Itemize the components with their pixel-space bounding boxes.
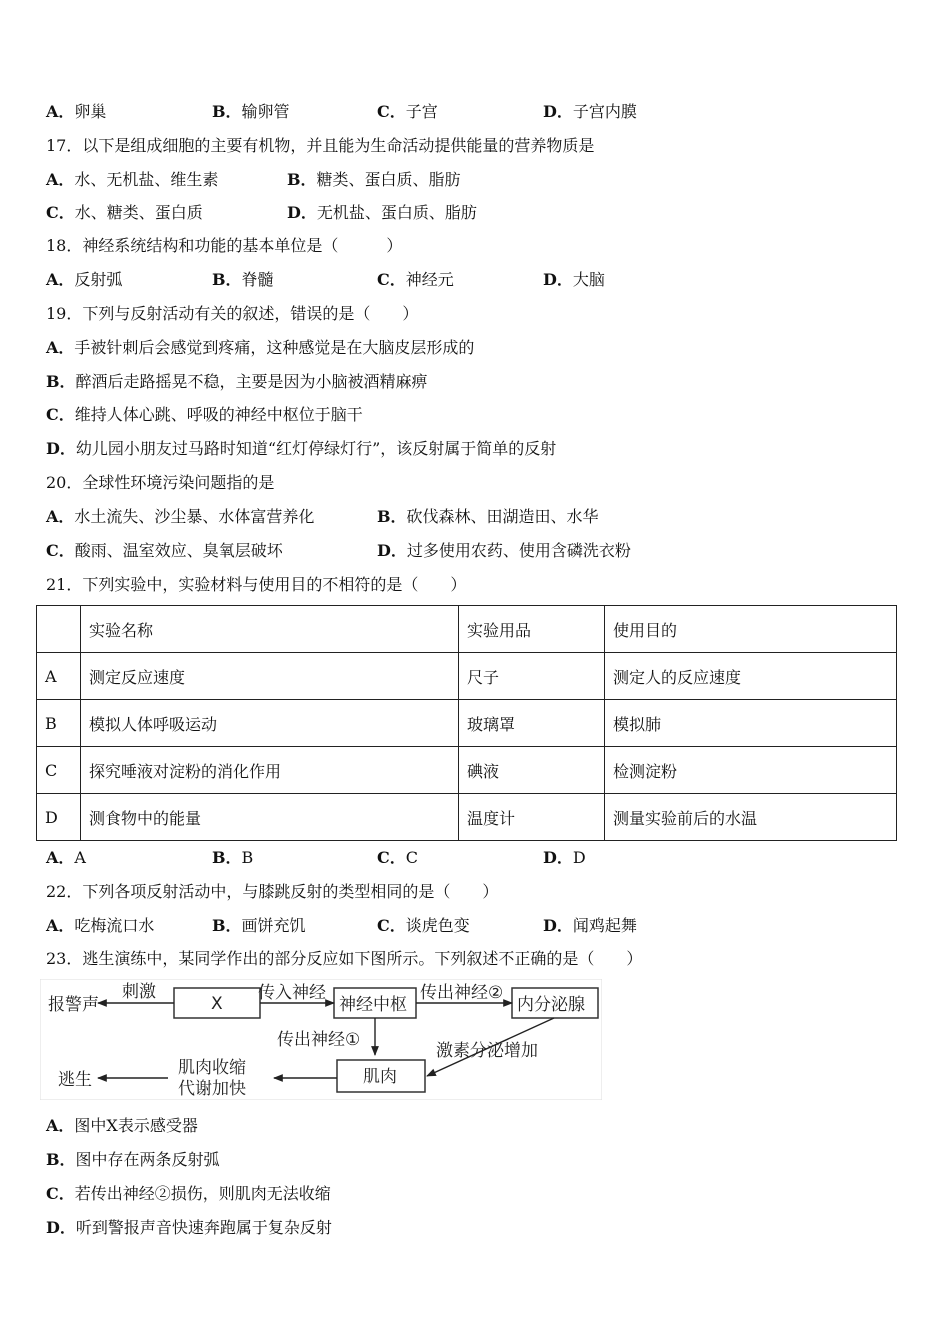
q21-option-c: C．C (377, 848, 418, 867)
option-letter: D． (46, 439, 76, 458)
option-letter: B． (377, 507, 407, 526)
q16-option-c: C．子宫 (377, 102, 438, 121)
q20-option-c: C．酸雨、温室效应、臭氧层破坏 (46, 541, 283, 560)
option-letter: D． (543, 848, 573, 867)
table-cell: 测定反应速度 (81, 653, 459, 700)
q23-option-b: B．图中存在两条反射弧 (46, 1150, 220, 1169)
table-cell: 尺子 (459, 653, 605, 700)
reflex-flow-diagram (40, 979, 602, 1100)
table-header-cell: 使用目的 (605, 606, 897, 653)
q19-stem: 19．下列与反射活动有关的叙述，错误的是（ ） (46, 304, 419, 323)
table-header-cell: 实验名称 (81, 606, 459, 653)
muscle-label: 肌肉 (363, 1067, 397, 1087)
table-cell: 碘液 (459, 747, 605, 794)
table-cell: 测量实验前后的水温 (605, 794, 897, 841)
q17-option-b: B．糖类、蛋白质、脂肪 (287, 170, 461, 189)
table-cell: 温度计 (459, 794, 605, 841)
option-letter: D． (543, 270, 573, 289)
q16-option-b: B．输卵管 (212, 102, 290, 121)
table-cell: B (37, 700, 81, 747)
q22-option-b: B．画饼充饥 (212, 916, 306, 935)
experiment-table (36, 605, 897, 841)
option-letter: D． (543, 916, 573, 935)
q17-option-c: C．水、糖类、蛋白质 (46, 203, 203, 222)
table-header-cell: 实验用品 (459, 606, 605, 653)
table-header-cell (37, 606, 81, 653)
q23-stem: 23．逃生演练中，某同学作出的部分反应如下图所示。下列叙述不正确的是（ ） (46, 949, 643, 968)
q22-option-d: D．闻鸡起舞 (543, 916, 637, 935)
q18-option-c: C．神经元 (377, 270, 454, 289)
option-letter: A． (46, 170, 75, 189)
q21-stem: 21．下列实验中，实验材料与使用目的不相符的是（ ） (46, 575, 467, 594)
option-letter: C． (377, 848, 406, 867)
q20-option-d: D．过多使用农药、使用含磷洗衣粉 (377, 541, 631, 560)
q21-option-b: B．B (212, 848, 254, 867)
q20-stem: 20．全球性环境污染问题指的是 (46, 473, 275, 492)
option-letter: A． (46, 916, 75, 935)
table-cell: 玻璃罩 (459, 700, 605, 747)
option-letter: C． (377, 916, 406, 935)
q16-option-d: D．子宫内膜 (543, 102, 637, 121)
q18-option-d: D．大脑 (543, 270, 605, 289)
table-cell: 测食物中的能量 (81, 794, 459, 841)
table-row (37, 747, 897, 794)
option-letter: B． (212, 270, 242, 289)
efferent1-label: 传出神经① (277, 1030, 361, 1050)
option-letter: B． (287, 170, 317, 189)
option-letter: D． (46, 1218, 76, 1237)
option-letter: C． (377, 102, 406, 121)
metabolism-label: 代谢加快 (178, 1079, 246, 1099)
option-letter: B． (46, 1150, 76, 1169)
table-cell: D (37, 794, 81, 841)
table-cell: 模拟肺 (605, 700, 897, 747)
option-letter: D． (287, 203, 317, 222)
table-row (37, 653, 897, 700)
table-cell: C (37, 747, 81, 794)
q19-option-a: A．手被针刺后会感觉到疼痛，这种感觉是在大脑皮层形成的 (46, 338, 475, 357)
nerve-center-label: 神经中枢 (339, 995, 407, 1015)
escape-label: 逃生 (58, 1070, 92, 1090)
table-cell: 测定人的反应速度 (605, 653, 897, 700)
q18-option-b: B．脊髓 (212, 270, 274, 289)
option-letter: C． (46, 405, 75, 424)
q18-stem: 18．神经系统结构和功能的基本单位是（ ） (46, 236, 403, 255)
option-letter: A． (46, 338, 75, 357)
contraction-label: 肌肉收缩 (178, 1058, 246, 1078)
option-letter: B． (212, 916, 242, 935)
option-letter: B． (46, 372, 76, 391)
q19-option-b: B．醉酒后走路摇晃不稳，主要是因为小脑被酒精麻痹 (46, 372, 428, 391)
table-cell: 探究唾液对淀粉的消化作用 (81, 747, 459, 794)
hormone-label: 激素分泌增加 (436, 1041, 538, 1061)
table-cell: A (37, 653, 81, 700)
efferent2-label: 传出神经② (420, 983, 504, 1003)
q19-option-c: C．维持人体心跳、呼吸的神经中枢位于脑干 (46, 405, 363, 424)
option-letter: D． (377, 541, 407, 560)
q17-option-a: A．水、无机盐、维生素 (46, 170, 219, 189)
option-letter: A． (46, 507, 75, 526)
q21-option-d: D．D (543, 848, 586, 867)
table-cell: 模拟人体呼吸运动 (81, 700, 459, 747)
q22-option-c: C．谈虎色变 (377, 916, 470, 935)
option-letter: A． (46, 848, 75, 867)
table-cell: 检测淀粉 (605, 747, 897, 794)
table-row (37, 794, 897, 841)
option-letter: C． (377, 270, 406, 289)
q16-option-a: A．卵巢 (46, 102, 107, 121)
q23-option-a: A．图中X表示感受器 (46, 1116, 198, 1135)
q18-option-a: A．反射弧 (46, 270, 123, 289)
option-letter: C． (46, 203, 75, 222)
option-letter: C． (46, 541, 75, 560)
table-row (37, 700, 897, 747)
option-letter: A． (46, 1116, 75, 1135)
option-letter: D． (543, 102, 573, 121)
q17-stem: 17．以下是组成细胞的主要有机物，并且能为生命活动提供能量的营养物质是 (46, 136, 595, 155)
q22-option-a: A．吃梅流口水 (46, 916, 155, 935)
alarm-label: 报警声 (48, 995, 99, 1015)
afferent-label: 传入神经 (258, 983, 326, 1003)
option-letter: B． (212, 848, 242, 867)
table-header-row (37, 606, 897, 653)
q21-option-a: A．A (46, 848, 86, 867)
q17-option-d: D．无机盐、蛋白质、脂肪 (287, 203, 477, 222)
receptor-x-label: X (211, 994, 223, 1014)
q20-option-a: A．水土流失、沙尘暴、水体富营养化 (46, 507, 315, 526)
q23-option-c: C．若传出神经②损伤，则肌肉无法收缩 (46, 1184, 331, 1203)
option-letter: A． (46, 270, 75, 289)
option-letter: B． (212, 102, 242, 121)
option-letter: A． (46, 102, 75, 121)
q22-stem: 22．下列各项反射活动中，与膝跳反射的类型相同的是（ ） (46, 882, 499, 901)
q19-option-d: D．幼儿园小朋友过马路时知道“红灯停绿灯行”，该反射属于简单的反射 (46, 439, 557, 458)
option-letter: C． (46, 1184, 75, 1203)
q23-option-d: D．听到警报声音快速奔跑属于复杂反射 (46, 1218, 332, 1237)
endocrine-gland-label: 内分泌腺 (517, 995, 585, 1015)
q20-option-b: B．砍伐森林、田湖造田、水华 (377, 507, 599, 526)
stimulus-label: 刺激 (122, 982, 156, 1002)
